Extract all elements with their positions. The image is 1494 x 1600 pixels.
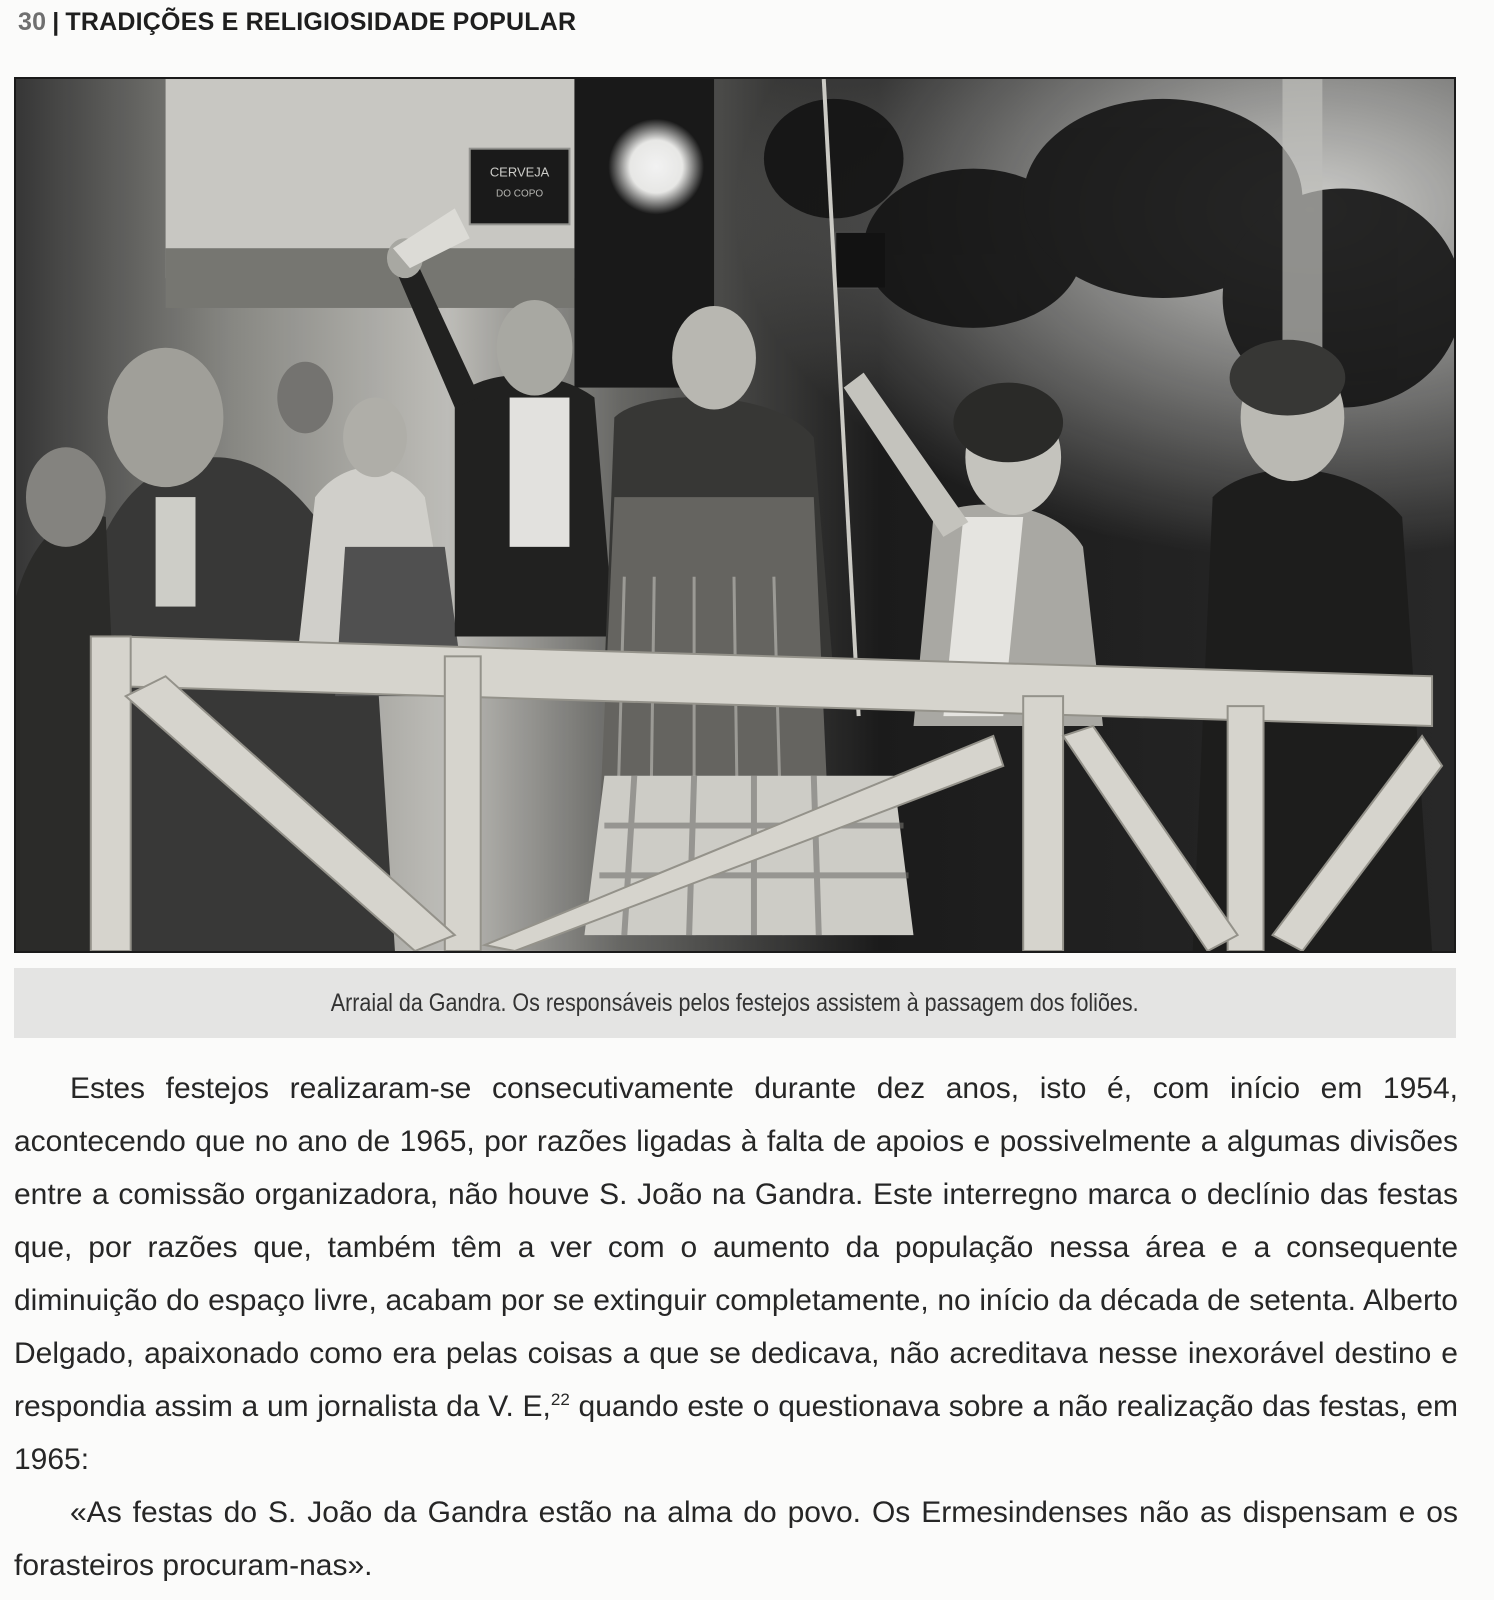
body-text bbox=[14, 1062, 1458, 1592]
header-separator: | bbox=[52, 8, 60, 36]
photo-caption-bar bbox=[14, 968, 1456, 1038]
sign-text: CERVEJA bbox=[489, 164, 550, 180]
festival-photograph bbox=[14, 77, 1456, 953]
quote-paragraph: «As festas do S. João da Gandra estão na alma do povo. Os Ermesindenses não as dispensam e os forasteiros procuram-nas». bbox=[14, 1496, 1458, 1582]
photo-illustration bbox=[16, 79, 1454, 951]
page-header bbox=[18, 8, 576, 37]
footnote-reference[interactable]: 22 bbox=[550, 1390, 570, 1409]
paragraph-text: quando este o questionava sobre a não realização das festas, em 1965: bbox=[14, 1390, 1458, 1476]
page-number: 30 bbox=[18, 8, 47, 36]
section-title: TRADIÇÕES E RELIGIOSIDADE POPULAR bbox=[65, 8, 577, 36]
photo-caption: Arraial da Gandra. Os responsáveis pelos festejos assistem à passagem dos foliões. bbox=[331, 988, 1139, 1017]
sign-subtext: DO COPO bbox=[496, 188, 544, 200]
paragraph bbox=[14, 1062, 1458, 1486]
paragraph-text: Estes festejos realizaram-se consecutivamente durante dez anos, isto é, com início em 1954, acontecendo que no ano de 1965, por razões ligadas à falta de apoios e possivelmente a algumas divisões entre a comissão organizadora, não houve S. João na Gandra. Este interregno marca o declínio das festas que, por razões que, também têm a ver com o aumento da população nessa área e a consequente diminuição do espaço livre, acabam por se extinguir completamente, no início da década de setenta. Alberto Delgado, apaixonado como era pelas coisas a que se dedicava, não acreditava nesse inexorável destino e respondia assim a um jornalista da V. E, bbox=[14, 1072, 1458, 1423]
